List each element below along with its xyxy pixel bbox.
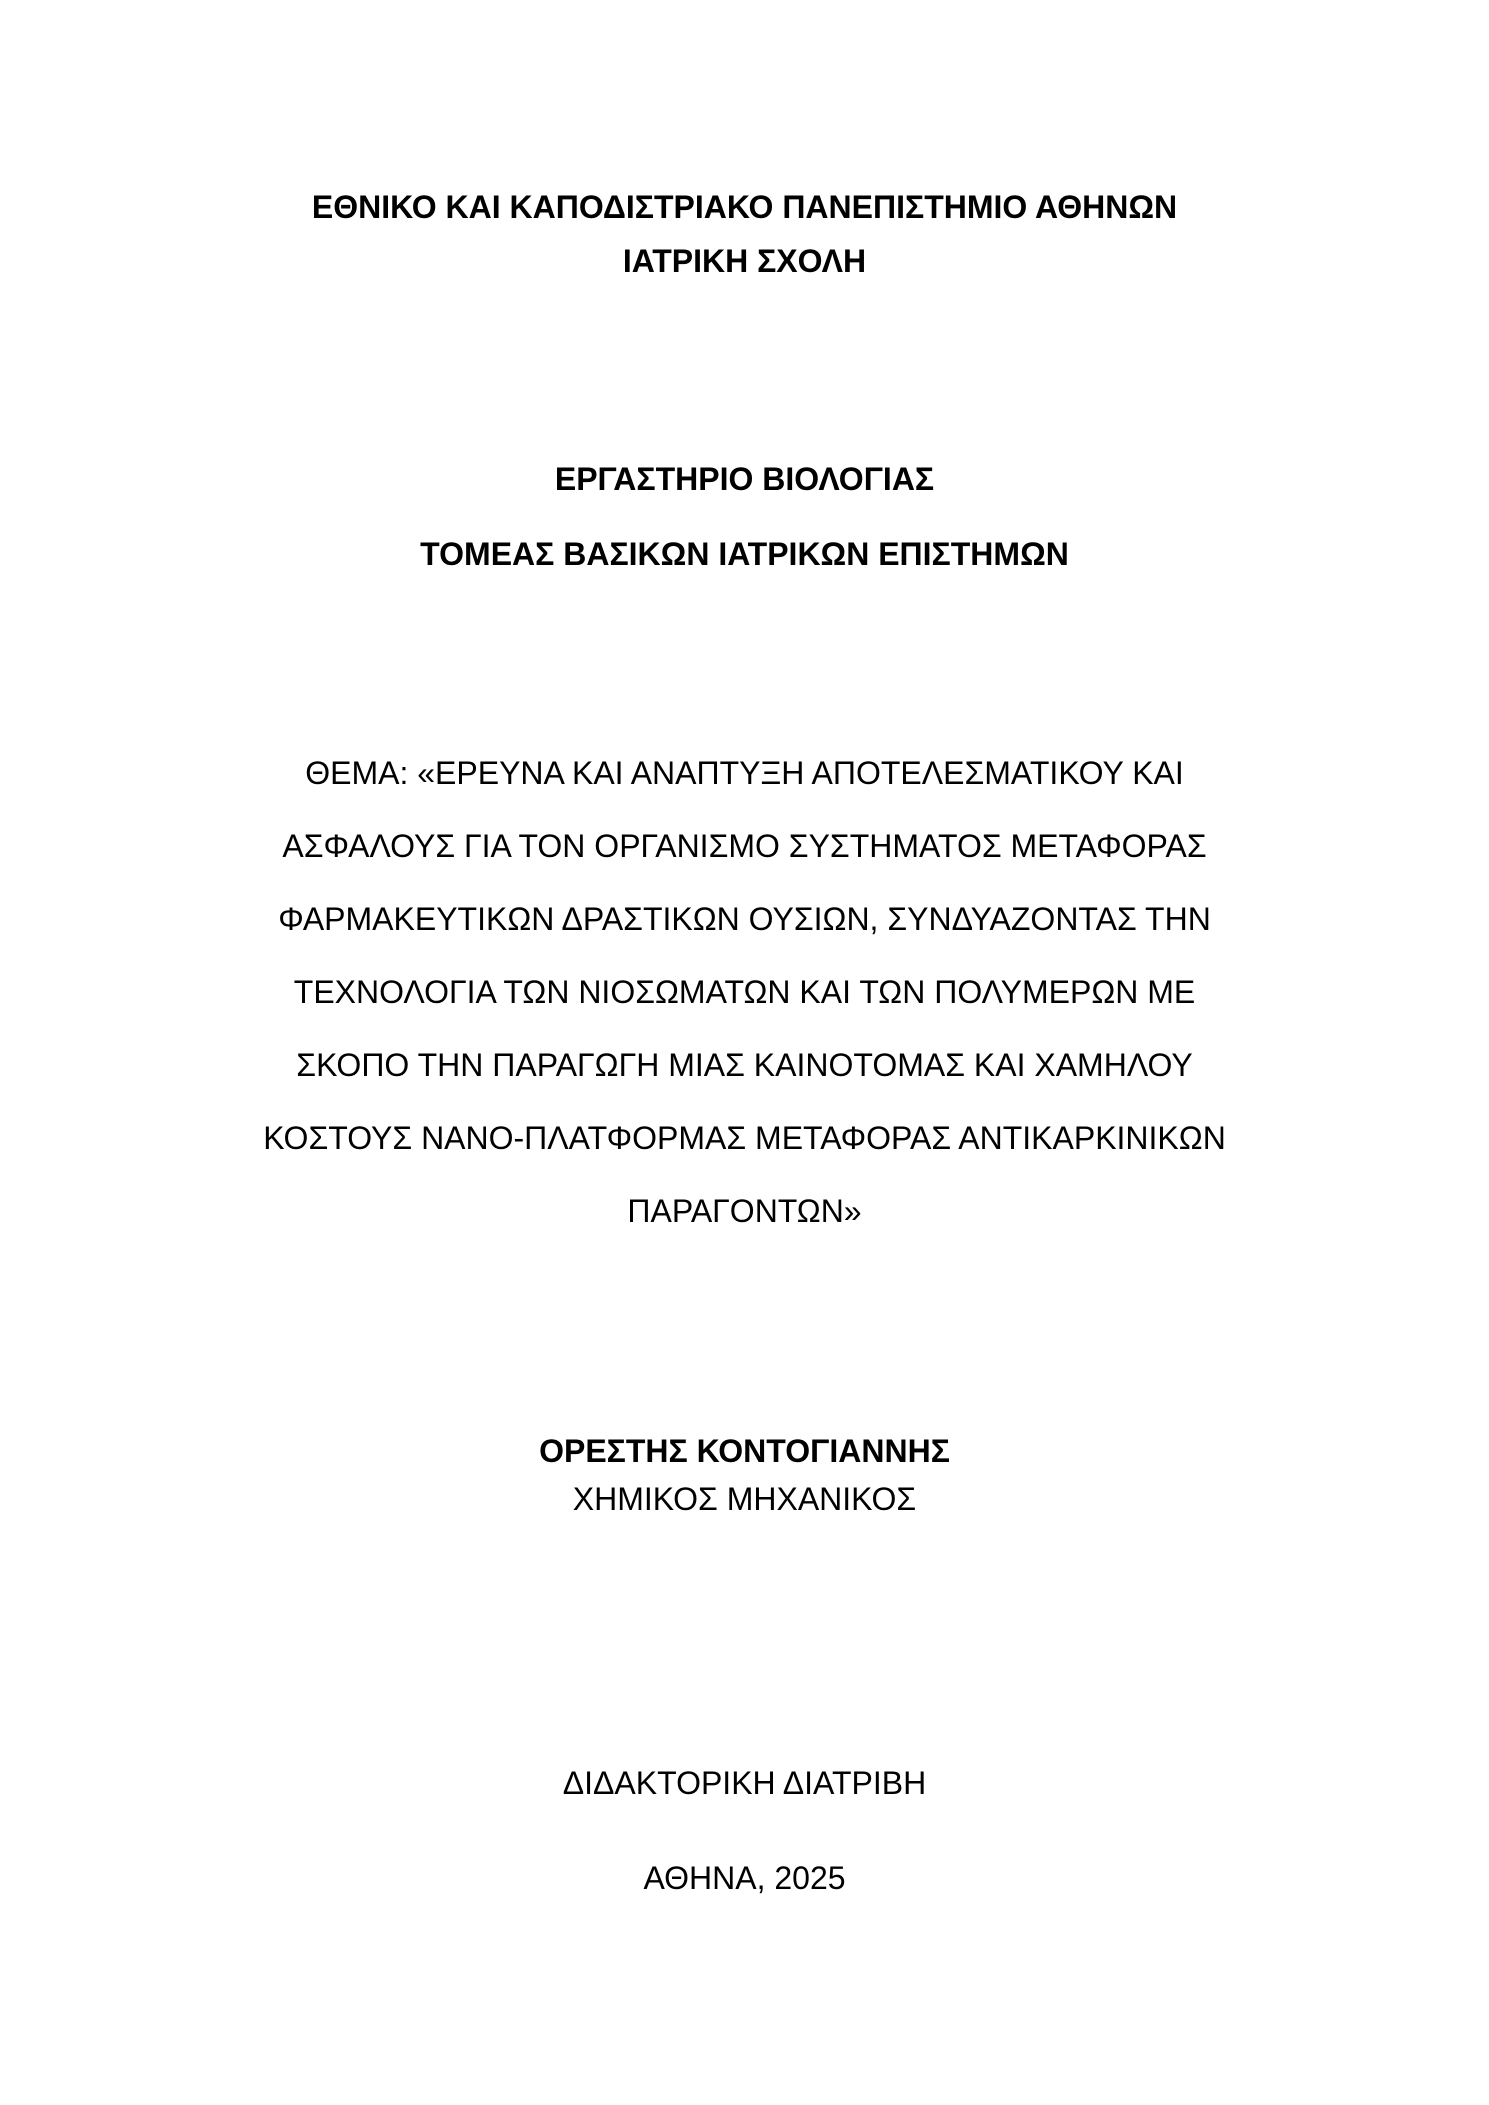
thesis-title-line: ΘΕΜΑ: «ΕΡΕΥΝΑ ΚΑΙ ΑΝΑΠΤΥΞΗ ΑΠΟΤΕΛΕΣΜΑΤΙΚΟΥ ΚΑΙ [305, 755, 1184, 791]
thesis-title-line: ΣΚΟΠΟ ΤΗΝ ΠΑΡΑΓΩΓΗ ΜΙΑΣ ΚΑΙΝΟΤΟΜΑΣ ΚΑΙ ΧΑΜΗΛΟΥ [296, 1047, 1193, 1083]
university-name: ΕΘΝΙΚΟ ΚΑΙ ΚΑΠΟΔΙΣΤΡΙΑΚΟ ΠΑΝΕΠΙΣΤΗΜΙΟ ΑΘΗΝΩΝ [311, 189, 1178, 225]
thesis-title-line: ΤΕΧΝΟΛΟΓΙΑ ΤΩΝ ΝΙΟΣΩΜΑΤΩΝ ΚΑΙ ΤΩΝ ΠΟΛΥΜΕΡΩΝ ΜΕ [293, 974, 1196, 1010]
author-profession: ΧΗΜΙΚΟΣ ΜΗΧΑΝΙΚΟΣ [572, 1481, 917, 1517]
laboratory-name: ΕΡΓΑΣΤΗΡΙΟ ΒΙΟΛΟΓΙΑΣ [554, 461, 935, 497]
thesis-title-line: ΦΑΡΜΑΚΕΥΤΙΚΩΝ ΔΡΑΣΤΙΚΩΝ ΟΥΣΙΩΝ, ΣΥΝΔΥΑΖΟΝΤΑΣ ΤΗΝ [278, 901, 1211, 937]
document-type: ΔΙΔΑΚΤΟΡΙΚΗ ΔΙΑΤΡΙΒΗ [562, 1765, 927, 1801]
thesis-title-line: ΠΑΡΑΓΟΝΤΩΝ» [627, 1193, 862, 1229]
school-name: ΙΑΤΡΙΚΗ ΣΧΟΛΗ [622, 243, 867, 279]
thesis-title-line: ΑΣΦΑΛΟΥΣ ΓΙΑ ΤΟΝ ΟΡΓΑΝΙΣΜΟ ΣΥΣΤΗΜΑΤΟΣ ΜΕΤΑΦΟΡΑΣ [282, 828, 1207, 864]
sector-name: ΤΟΜΕΑΣ ΒΑΣΙΚΩΝ ΙΑΤΡΙΚΩΝ ΕΠΙΣΤΗΜΩΝ [420, 536, 1069, 572]
author-name: ΟΡΕΣΤΗΣ ΚΟΝΤΟΓΙΑΝΝΗΣ [539, 1433, 950, 1469]
place-date: ΑΘΗΝΑ, 2025 [643, 1860, 846, 1896]
thesis-title-line: ΚΟΣΤΟΥΣ ΝΑΝΟ-ΠΛΑΤΦΟΡΜΑΣ ΜΕΤΑΦΟΡΑΣ ΑΝΤΙΚΑΡΚΙΝΙΚΩΝ [263, 1120, 1226, 1156]
